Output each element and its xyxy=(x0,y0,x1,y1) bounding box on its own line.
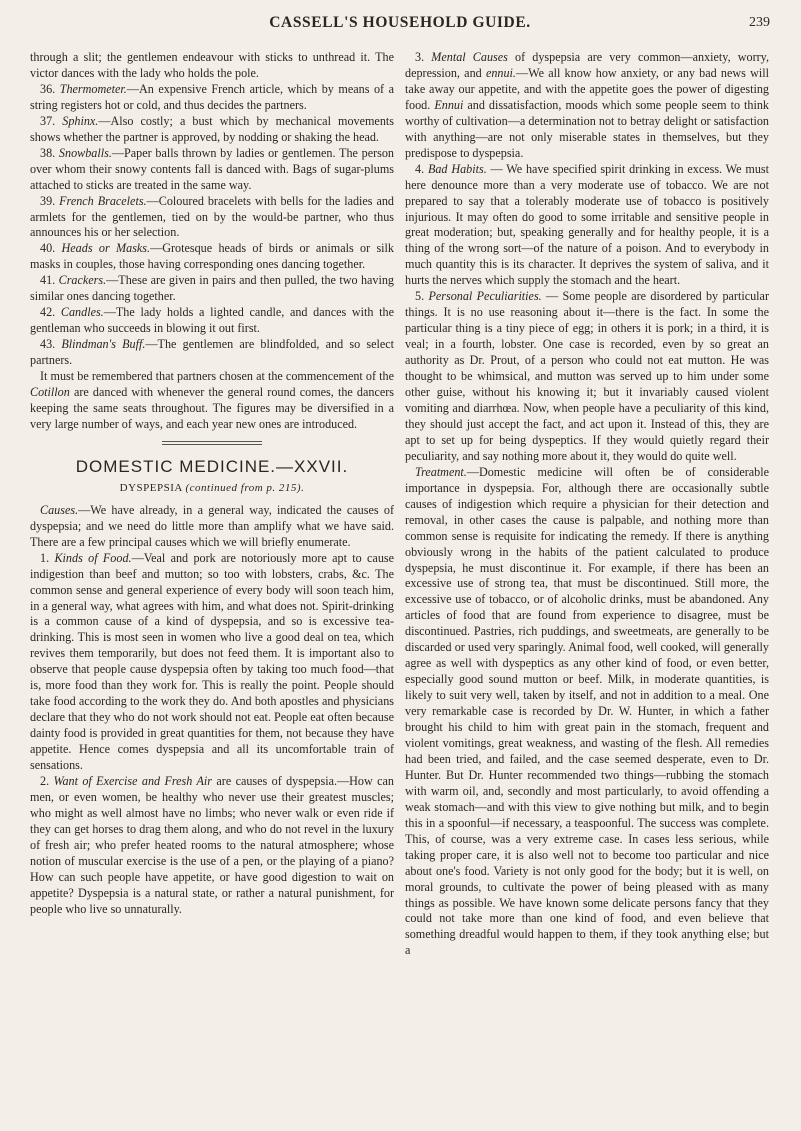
right-column xyxy=(405,50,769,959)
list-item: 41. Crackers.—These are given in pairs and then pulled, the two having similar ones dancing together. xyxy=(30,273,394,304)
paragraph-mental-causes: 3. Mental Causes of dyspepsia are very common—anxiety, worry, depression, and ennui.—We all know how anxiety, or any bad news will take away our appetite, and with the appetite goes the power of digesting food. Ennui and dissatisfaction, moods which some people seem to think worthy of cultivation—a determination not to betray delight or satisfaction with anything—are not only miserable states in themselves, but they predispose to dyspepsia. xyxy=(405,50,770,160)
section-divider xyxy=(30,441,394,445)
paragraph-treatment: Treatment.—Domestic medicine will often be of considerable importance in dyspepsia. For, although there are occasionally subtle causes of indigestion which require a physician for their detection and removal, in other cases the cause is palpable, and nothing more than common sense is requisite for indicating the remedy. If there is anything obviously wrong in the habits of the patient calculated to produce dyspepsia, he must discontinue it. For example, if there has been an excessive use of strong tea, that must be discontinued. Still more, the excessive use of tobacco, or of alcoholic drinks, must be abandoned. Any articles of food that are found from experience to disagree, must be discontinued. Pastries, rich puddings, and sweetmeats, are generally to be discarded or used very sparingly. Animal food, well cooked, will generally agree as well with dyspeptics as any other kind of food, or even better, especially good sound mutton or beef. Milk, in moderate quantities, is likely to suit very well, taken by itself, and not in addition to a meal. One very remarkable case is recorded by Dr. W. Hunter, in which a father brought his child to him with great pain in the stomach, frequent and violent vomitings, great weakness, and wasting of the flesh. All remedies had been tried, and failed, and the case seemed desperate, even to Dr. Hunter. But Dr. Hunter recommended two things—rubbing the stomach with warm oil, and, secondly and most particularly, to avoid offending a weak stomach—and with this view to give nothing but milk, and to begin this in a spoonful—if necessary, a teaspoonful. The success was complete. This, of course, was a very extreme case. In cases less serious, while taking proper care, it is also well not to become too particular and nice about one's food. Variety is not only good for the body; but it is well, on moral grounds, to cultivate the power of being pleased with as many things as possible. We have known some delicate persons fancy that they could not take more than one kind of food, and even believe that something dreadful would happen to them, if they took anything else; but a xyxy=(405,464,769,958)
list-item: 43. Blindman's Buff.—The gentlemen are blindfolded, and so select partners. xyxy=(30,337,394,368)
section-subtitle: DYSPEPSIA (continued from p. 215). xyxy=(119,481,305,494)
paragraph-personal-peculiarities: 5. Personal Peculiarities. — Some people are disordered by particular things. It is no use reasoning about it—there is the fact. In some the particular thing is a tiny piece of egg; in others it is pork; in a third, it is veal; in a fourth, lobster. One case is recorded, even by so great an authority as Dr. Prout, of a person who could not eat mutton. He was thought to be whimsical, and mutton was served up to him under some other guise, without his knowing it; but it invariably caused violent vomiting and diarrhœa. Now, when people have a peculiarity of this kind, they should just accept the fact, and act upon it. Instead of this, they are apt to set up for being dyspeptics. If they would quietly regard their peculiarity, and say nothing more about it, they would do quite well. xyxy=(405,289,769,463)
page-header xyxy=(30,14,770,36)
double-rule xyxy=(162,441,262,445)
paragraph-intro: through a slit; the gentlemen endeavour with sticks to unthread it. The victor dances with the lady who holds the pole. xyxy=(30,50,394,80)
page-number: 239 xyxy=(749,15,770,30)
paragraph-remember: It must be remembered that partners chosen at the commencement of the Cotillon are danced with whenever the general round comes, the dancers keeping the same seats throughout. The figures may be diversified in a very large number of ways, and each year new ones are introduced. xyxy=(30,369,394,431)
paragraph-want-of-exercise: 2. Want of Exercise and Fresh Air are causes of dyspepsia.—How can men, or even women, be healthy who never use their greatest muscles; who might as well almost have no limbs; who never walk or even ride if they can get horses to drag them along, and who do not revel in the luxury of fresh air; who prefer heated rooms to the natural atmosphere; whose notion of muscular exercise is the use of a pen, or the playing of a piano? How can such people have appetite, or have good digestion to wait on appetite? Dyspepsia is a natural state, or rather a natural punishment, for people who live so unnaturally. xyxy=(30,773,394,916)
left-column xyxy=(30,50,394,918)
paragraph-causes: Causes.—We have already, in a general way, indicated the causes of dyspepsia; and we need do little more than amplify what we have said. There are a few principal causes which we will briefly enumerate. xyxy=(30,502,394,549)
list-item: 39. French Bracelets.—Coloured bracelets with bells for the ladies and armlets for the gentlemen, tied on by the would-be partner, who thus announces his or her selection. xyxy=(30,193,394,240)
list-item: 37. Sphinx.—Also costly; a bust which by mechanical movements shows whether the partner is approved, by nodding or shaking the head. xyxy=(30,113,394,144)
list-item: 42. Candles.—The lady holds a lighted candle, and dances with the gentleman who succeeds in blowing it out first. xyxy=(30,305,394,336)
list-item: 40. Heads or Masks.—Grotesque heads of birds or animals or silk masks in couples, those having corresponding ones dancing together. xyxy=(30,241,394,272)
section-title: DOMESTIC MEDICINE.—XXVII. xyxy=(75,456,349,476)
list-item: 36. Thermometer.—An expensive French article, which by means of a string registers hot or cold, and thus decides the partners. xyxy=(30,81,394,112)
list-item: 38. Snowballs.—Paper balls thrown by ladies or gentlemen. The person over whom their snowy contents fall is danced with. Bags of sugar-plums attached to sticks are treated in the same way. xyxy=(30,145,394,192)
running-title: CASSELL'S HOUSEHOLD GUIDE. xyxy=(269,14,531,31)
paragraph-kinds-of-food: 1. Kinds of Food.—Veal and pork are notoriously more apt to cause indigestion than beef and mutton; so too with lobsters, crabs, &c. The common sense and general experience of every body will soon teach him, in a general way, what agrees with him, and what does not. Spirit-drinking is a common cause of a kind of dyspepsia, and so is excessive tea-drinking. This is most seen in women who live a good deal on tea, which revives them temporarily, but does not feed them. It is important also to observe that people cause dyspepsia often by taking too much food—that is, more food than they work for. This is really the point. People should take food according to the work they do. And both apostles and physicians declare that they who do not work should not eat. People eat often because dainty food is provided in great quantities for them, not because they have appetite. Hence comes dyspepsia and all its uncomfortable train of sensations. xyxy=(30,550,395,773)
paragraph-bad-habits: 4. Bad Habits. — We have specified spirit drinking in excess. We must here denounce more than a very moderate use of tobacco. We are not prepared to say that a tolerably moderate use of tobacco is positively injurious. It may often do good to some irritable and sensitive people in great moderation; but, speaking generally and for healthy people, it is a thing of the wrong sort—of the nature of a poison. And to everybody in much quantity this is its character. It deprives the system of saliva, and it hurts the nerves which supply the stomach and the heart. xyxy=(405,161,769,288)
